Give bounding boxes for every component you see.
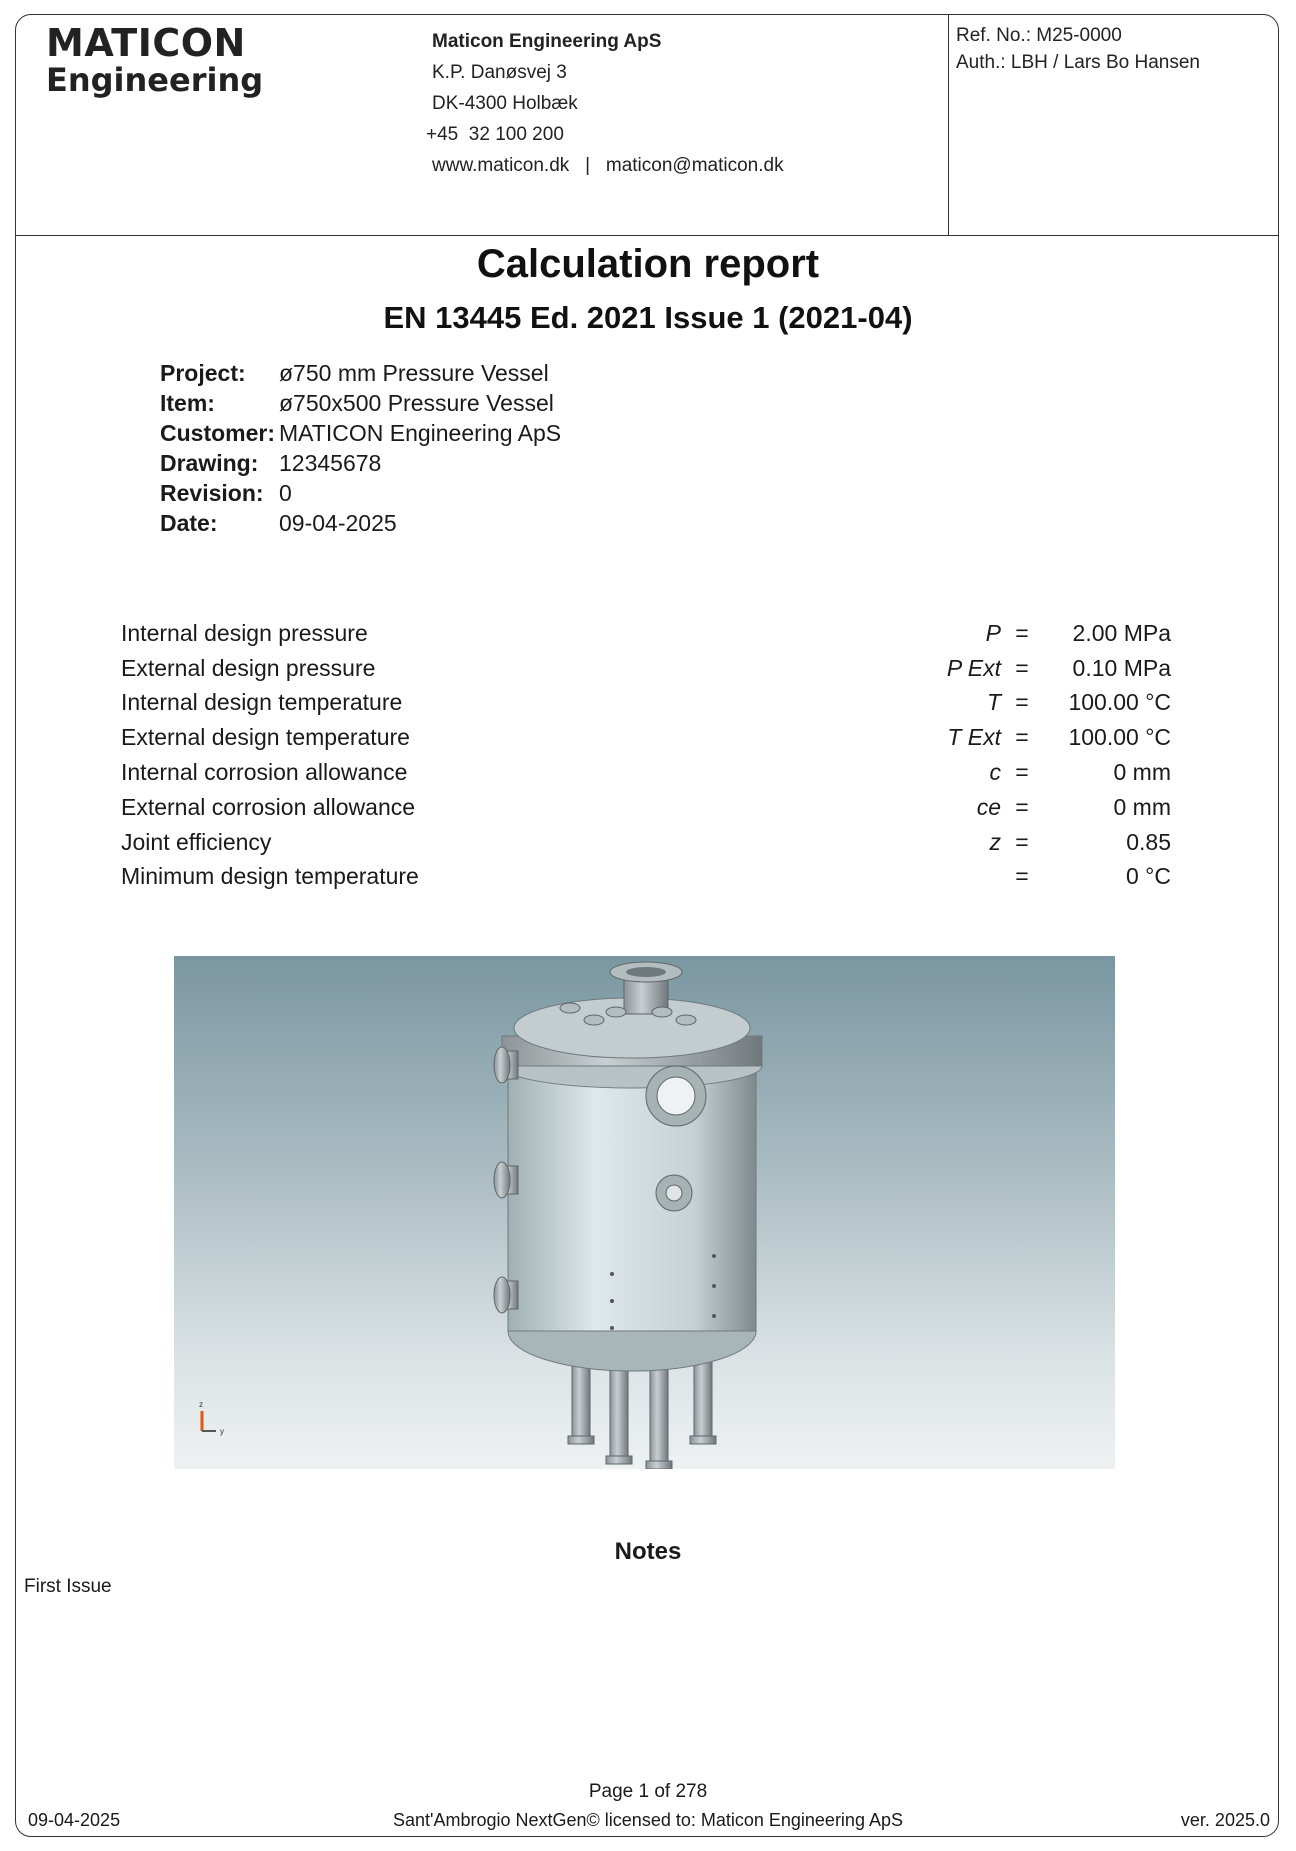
address-line1: K.P. Danøsvej 3 — [432, 62, 567, 83]
reference-box — [956, 22, 1200, 76]
meta-value: ø750 mm Pressure Vessel — [279, 360, 549, 386]
param-equals: = — [1015, 759, 1029, 786]
axis-triad — [199, 1400, 224, 1436]
param-row — [121, 860, 1171, 895]
param-value: 100.00 °C — [1068, 689, 1171, 716]
meta-value: MATICON Engineering ApS — [279, 420, 562, 446]
param-value: 0.10 MPa — [1072, 654, 1171, 681]
param-row — [121, 720, 1171, 755]
shell-nozzle — [656, 1175, 692, 1211]
param-label: Joint efficiency — [121, 828, 272, 855]
axis-y-label: y — [220, 1427, 224, 1436]
meta-key: Customer: — [160, 420, 276, 446]
param-symbol: ce — [976, 793, 1001, 820]
notes-text: First Issue — [24, 1576, 112, 1597]
param-equals: = — [1015, 863, 1029, 890]
param-label: External design pressure — [121, 654, 376, 681]
meta-value: 09-04-2025 — [279, 510, 397, 536]
vessel-drawing — [174, 956, 1115, 1469]
param-label: Minimum design temperature — [121, 863, 419, 890]
footer-license: Sant'Ambrogio NextGen© licensed to: Maticon Engineering ApS — [393, 1810, 903, 1830]
param-row — [121, 755, 1171, 790]
report-title: Calculation report — [476, 242, 820, 286]
meta-row-drawing — [160, 448, 561, 478]
project-meta-table — [160, 358, 561, 538]
param-equals: = — [1015, 689, 1029, 716]
param-symbol: P — [985, 619, 1001, 646]
param-row — [121, 790, 1171, 825]
design-parameters-table — [121, 616, 1171, 894]
meta-value: 12345678 — [279, 450, 382, 476]
logo-line2: Engineering — [46, 60, 264, 99]
param-equals: = — [1015, 828, 1029, 855]
meta-key: Date: — [160, 510, 218, 536]
param-row — [121, 825, 1171, 860]
param-symbol: T Ext — [947, 724, 1001, 751]
meta-key: Drawing: — [160, 450, 259, 476]
param-symbol: z — [989, 828, 1001, 855]
meta-value: ø750x500 Pressure Vessel — [279, 390, 554, 416]
param-label: External design temperature — [121, 724, 410, 751]
param-equals: = — [1015, 793, 1029, 820]
footer-date: 09-04-2025 — [28, 1810, 121, 1830]
company-name: Maticon Engineering ApS — [432, 31, 662, 52]
meta-row-revision — [160, 478, 561, 508]
param-row — [121, 651, 1171, 686]
param-row — [121, 686, 1171, 721]
web-contact: www.maticon.dk | maticon@maticon.dk — [432, 155, 784, 176]
page-number: Page 1 of 278 — [588, 1781, 708, 1802]
param-label: Internal design pressure — [121, 619, 368, 646]
param-symbol: P Ext — [946, 654, 1001, 681]
param-value: 0 mm — [1113, 759, 1171, 786]
notes-title: Notes — [614, 1538, 682, 1565]
param-value: 0 °C — [1126, 863, 1171, 890]
param-row — [121, 616, 1171, 651]
meta-value: 0 — [279, 480, 292, 506]
param-symbol: T — [986, 689, 1001, 716]
company-logo — [46, 21, 264, 99]
param-label: Internal corrosion allowance — [121, 759, 408, 786]
meta-row-date — [160, 508, 561, 538]
param-value: 0 mm — [1113, 793, 1171, 820]
company-info — [426, 26, 784, 181]
param-label: External corrosion allowance — [121, 793, 416, 820]
logo-line1: MATICON — [46, 21, 246, 65]
address-line2: DK-4300 Holbæk — [432, 93, 578, 114]
param-symbol: c — [989, 759, 1001, 786]
param-symbol — [761, 860, 1007, 895]
param-label: Internal design temperature — [121, 689, 403, 716]
axis-z-label: z — [199, 1400, 203, 1409]
report-standard: EN 13445 Ed. 2021 Issue 1 (2021-04) — [383, 300, 913, 335]
param-equals: = — [1015, 724, 1029, 751]
header-vertical-divider — [948, 15, 949, 236]
param-value: 0.85 — [1126, 828, 1171, 855]
meta-row-item — [160, 388, 561, 418]
footer-version: ver. 2025.0 — [1180, 1810, 1270, 1830]
meta-row-customer — [160, 418, 561, 448]
param-equals: = — [1015, 654, 1029, 681]
param-value: 2.00 MPa — [1072, 619, 1171, 646]
param-value: 100.00 °C — [1068, 724, 1171, 751]
meta-key: Revision: — [160, 480, 264, 506]
author: Auth.: LBH / Lars Bo Hansen — [956, 52, 1200, 73]
shell — [508, 1066, 756, 1331]
ref-number: Ref. No.: M25-0000 — [956, 25, 1122, 46]
meta-key: Project: — [160, 360, 246, 386]
phone-number: +45 32 100 200 — [426, 124, 564, 145]
meta-row-project — [160, 358, 561, 388]
vessel-3d-render — [174, 956, 1115, 1469]
header-divider — [16, 235, 1278, 236]
manhole — [646, 1066, 706, 1126]
meta-key: Item: — [160, 390, 215, 416]
param-equals: = — [1015, 619, 1029, 646]
